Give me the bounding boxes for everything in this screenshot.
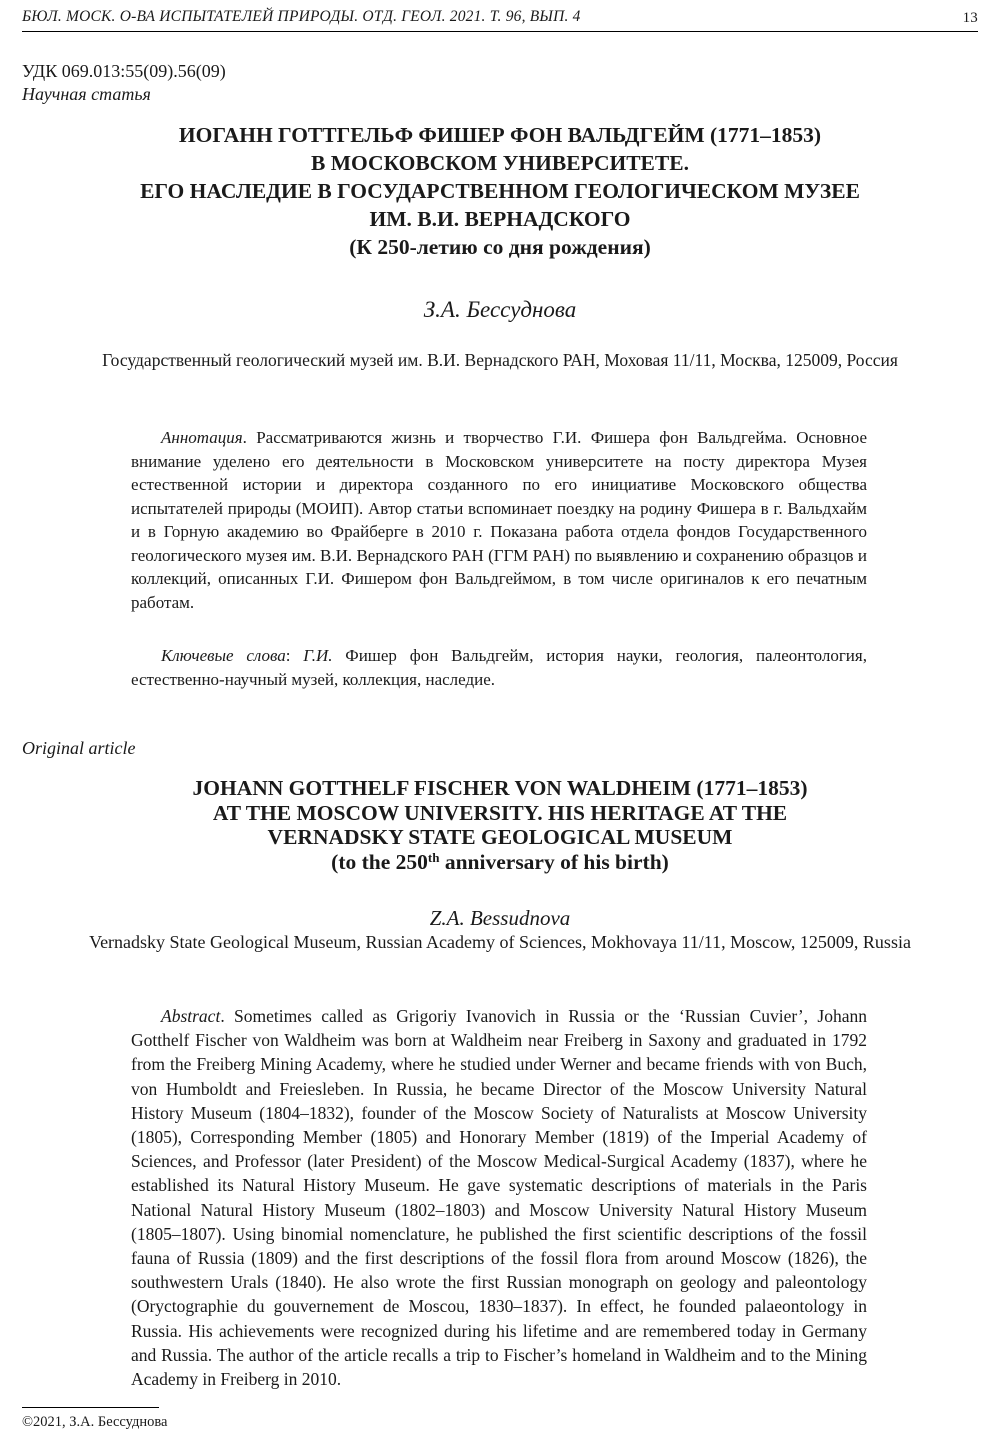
abstract-ru <box>131 426 867 614</box>
title-en-subtitle-post: anniversary of his birth) <box>439 849 669 874</box>
title-ru-line: ИОГАНН ГОТТГЕЛЬФ ФИШЕР ФОН ВАЛЬДГЕЙМ (1771–1853) <box>178 123 822 147</box>
running-header <box>22 5 978 32</box>
title-ru-line: В МОСКОВСКОМ УНИВЕРСИТЕТЕ. <box>311 151 689 175</box>
abstract-en <box>131 1004 867 1391</box>
abstract-ru-label: Аннотация <box>161 428 243 447</box>
title-en <box>80 776 920 874</box>
keywords-ru <box>131 644 867 691</box>
title-en-subtitle-pre: (to the 250 <box>331 849 428 874</box>
keywords-ru-name: Г.И. <box>303 646 333 665</box>
page-number: 13 <box>962 10 978 26</box>
author-en: Z.A. Bessudnova <box>429 906 571 930</box>
abstract-ru-text: . Рассматриваются жизнь и творчество Г.И. Фишера фон Вальдгейма. Основное внимание уделено его деятельности в Московском университете на посту директора Музея естественной истории и директора созданного по его инициативе Московского общества испытателей природы (МОИП). Автор статьи вспоминает поездку на родину Фишера в г. Вальдхайм и в Горную академию во Фрайберге в 2010 г. Показана работа отдела фондов Государственного геологического музея им. В.И. Вернадского РАН (ГГМ РАН) по выявлению и сохранению образцов и коллекций, описанных Г.И. Фишером фон Вальдгеймом, в том числе оригиналов к его печатным работам. <box>131 428 867 612</box>
abstract-en-label: Abstract <box>161 1006 221 1026</box>
title-ru <box>80 121 920 261</box>
keywords-ru-sep: : <box>285 646 304 665</box>
title-ru-subtitle: (К 250-летию со дня рождения) <box>349 235 651 259</box>
article-type-en: Original article <box>22 738 136 758</box>
title-ru-line: ИМ. В.И. ВЕРНАДСКОГО <box>369 207 631 231</box>
copyright-note: ©2021, З.А. Бессуднова <box>22 1414 168 1430</box>
footnote-divider <box>22 1407 159 1408</box>
affiliation-en: Vernadsky State Geological Museum, Russian Academy of Sciences, Mokhovaya 11/11, Moscow, 125009, Russia <box>89 932 911 952</box>
journal-title: БЮЛ. МОСК. О-ВА ИСПЫТАТЕЛЕЙ ПРИРОДЫ. ОТД. ГЕОЛ. 2021. Т. 96, ВЫП. 4 <box>22 8 581 25</box>
article-type-ru: Научная статья <box>22 84 151 104</box>
title-en-line: AT THE MOSCOW UNIVERSITY. HIS HERITAGE AT THE <box>212 800 788 825</box>
abstract-en-text: . Sometimes called as Grigoriy Ivanovich in Russia or the ‘Russian Cuvier’, Johann Gotthelf Fischer von Waldheim was born at Waldheim near Freiberg in Saxony and graduated in 1792 from the Freiberg Mining Academy, where he studied under Werner and became friends with von Buch, von Humboldt and Freiesleben. In Russia, he became Director of the Moscow University Natural History Museum (1804–1832), founder of the Moscow Society of Naturalists at Moscow University (1805), Corresponding Member (1805) and Honorary Member (1819) of the Imperial Academy of Sciences, and Professor (later President) of the Moscow Medical-Surgical Academy (1837), where he established its Natural History Museum. He gave systematic descriptions of materials in the Paris National Natural History Museum (1802–1803) and Moscow University Natural History Museum (1805–1807). Using binomial nomenclature, he published the first scientific descriptions of the fossil fauna of Russia (1809) and the first descriptions of the fossil flora from around Moscow (1826), the southwestern Urals (1840). He also wrote the first Russian monograph on geology and paleontology (Oryctographie du gouvernement de Moscou, 1830–1837). In effect, he founded palaeontology in Russia. His achievements were recognized during his lifetime and are remembered today in Germany and Russia. The author of the article recalls a trip to Fischer’s homeland in Waldheim and to the Mining Academy in Freiberg in 2010. <box>131 1006 867 1390</box>
title-en-line: JOHANN GOTTHELF FISCHER VON WALDHEIM (1771–1853) <box>192 776 808 800</box>
title-en-subtitle-sup: th <box>427 849 440 865</box>
udk-code: УДК 069.013:55(09).56(09) <box>22 61 226 81</box>
title-ru-line: ЕГО НАСЛЕДИЕ В ГОСУДАРСТВЕННОМ ГЕОЛОГИЧЕСКОМ МУЗЕЕ <box>140 179 860 203</box>
title-en-line: VERNADSKY STATE GEOLOGICAL MUSEUM <box>267 825 733 849</box>
author-ru: З.А. Бессуднова <box>423 297 577 322</box>
affiliation-ru: Государственный геологический музей им. В.И. Вернадского РАН, Моховая 11/11, Москва, 125009, Россия <box>102 350 898 370</box>
keywords-ru-label: Ключевые слова <box>161 646 286 665</box>
keywords-ru-text: Фишер фон Вальдгейм, история науки, геология, палеонтология, естественно-научный музей, коллекция, наследие. <box>131 646 867 689</box>
title-en-subtitle <box>80 850 920 875</box>
